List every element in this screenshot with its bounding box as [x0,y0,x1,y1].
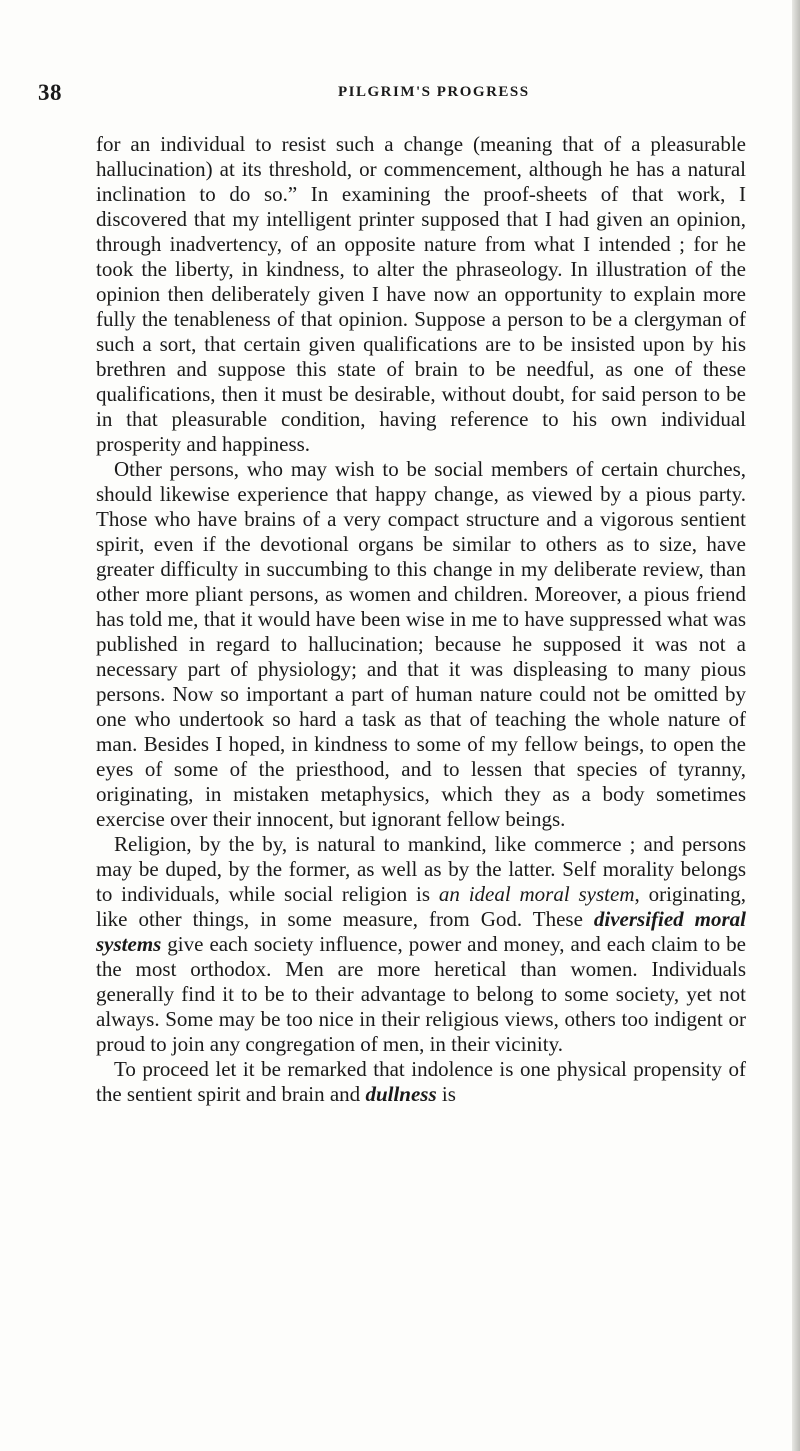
paragraph-3-text-c: give each society influence, power and money, and each claim to be the most orthodox. Men are more heretical than women. Individuals generally find it to be to their advantage to belong to some society, yet not always. Some may be too nice in their religious views, others too indigent or proud to join any congregation of men, in their vicinity. [96,932,746,1056]
running-title: PILGRIM'S PROGRESS [338,84,530,100]
body-text [96,132,746,1107]
italic-phrase-ideal-moral-system: an ideal moral system [438,882,635,906]
page-number: 38 [38,80,62,105]
paragraph-3 [96,832,746,1057]
page-edge-shadow [792,0,800,1451]
page-header [38,80,738,110]
italic-phrase-diversified-moral-systems: diversified moral systems [96,907,746,956]
paragraph-4 [96,1057,746,1107]
paragraph-1: for an individual to resist such a change (meaning that of a pleasurable hallucination) at its threshold, or commencement, although he has a natural inclination to do so.” In examining the proof-sheets of that work, I discovered that my intelligent printer supposed that I had given an opinion, through inadvertency, of an opposite nature from what I intended ; for he took the liberty, in kindness, to alter the phraseology. In illustration of the opinion then deliberately given I have now an opportunity to explain more fully the tenableness of that opinion. Suppose a person to be a clergyman of such a sort, that certain given qualifications are to be insisted upon by his brethren and suppose this state of brain to be needful, as one of these qualifications, then it must be desirable, without doubt, for said person to be in that pleasurable condition, having reference to his own individual prosperity and happiness. [96,132,746,456]
italic-word-dullness: dullness [365,1082,437,1106]
paragraph-4-text-a: To proceed let it be remarked that indolence is one physical propensity of the sentient spirit and brain and [96,1057,746,1106]
paragraph-3-text-a: Religion, by the by, is natural to mankind, like commerce ; and persons may be duped, by the former, as well as by the latter. Self morality belongs to individuals, while social religion is [96,832,746,906]
paragraph-3-text-b: , originating, like other things, in some measure, from God. These [96,882,746,931]
paragraph-2: Other persons, who may wish to be social members of certain churches, should likewise experience that happy change, as viewed by a pious party. Those who have brains of a very compact structure and a vigorous sentient spirit, even if the devotional organs be similar to others as to size, have greater difficulty in succumbing to this change in my deliberate review, than other more pliant persons, as women and children. Moreover, a pious friend has told me, that it would have been wise in me to have suppressed what was published in regard to hallucination; because he supposed it was not a necessary part of physiology; and that it was displeasing to many pious persons. Now so important a part of human nature could not be omitted by one who undertook so hard a task as that of teaching the whole nature of man. Besides I hoped, in kindness to some of my fellow beings, to open the eyes of some of the priesthood, and to lessen that species of tyranny, originating, in mistaken metaphysics, which they as a body sometimes exercise over their innocent, but ignorant fellow beings. [96,457,746,831]
paragraph-4-text-b: is [436,1082,456,1106]
